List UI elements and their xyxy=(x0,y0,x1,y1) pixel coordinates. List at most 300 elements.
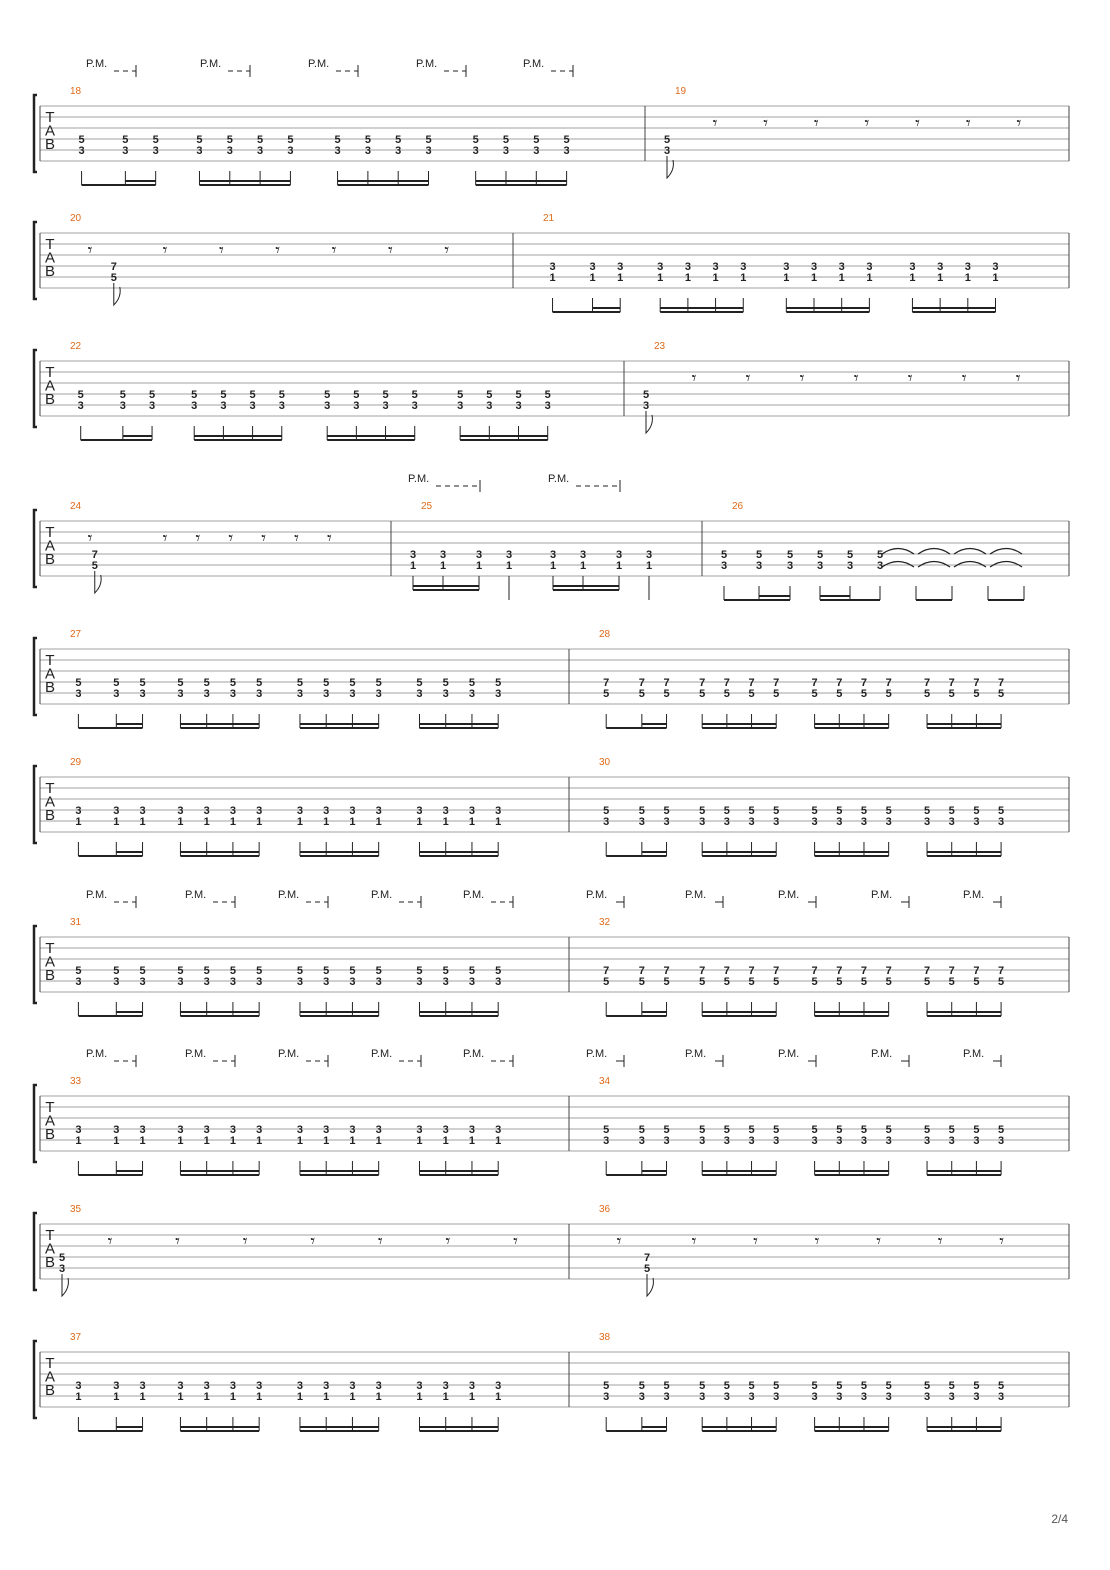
fret-number: 5 xyxy=(257,134,264,146)
fret-number: 1 xyxy=(810,272,818,284)
fret-number: 5 xyxy=(638,1124,645,1136)
fret-number: 3 xyxy=(203,688,210,700)
fret-number: 5 xyxy=(811,1124,818,1136)
fret-number: 5 xyxy=(748,1380,755,1392)
eighth-rest: 𝄾 xyxy=(712,113,718,134)
tab-clef-letter: B xyxy=(44,967,56,984)
fret-number: 3 xyxy=(375,976,382,988)
fret-number: 5 xyxy=(495,677,502,689)
fret-number: 3 xyxy=(177,688,184,700)
fret-number: 3 xyxy=(923,1135,931,1147)
fret-number: 5 xyxy=(948,1380,955,1392)
system-bracket xyxy=(34,1213,37,1290)
fret-number: 5 xyxy=(457,389,464,401)
system-bracket xyxy=(34,510,37,587)
eighth-rest: 𝄾 xyxy=(1016,113,1022,134)
fret-number: 5 xyxy=(860,1124,868,1136)
tab-clef-letter: B xyxy=(44,1254,56,1271)
fret-number: 3 xyxy=(323,1124,330,1136)
fret-number: 3 xyxy=(323,976,330,988)
fret-number: 3 xyxy=(563,145,570,157)
fret-number: 3 xyxy=(992,261,999,273)
fret-number: 5 xyxy=(973,976,980,988)
fret-number: 1 xyxy=(375,1135,382,1147)
fret-number: 7 xyxy=(110,261,117,273)
fret-number: 5 xyxy=(416,965,423,977)
fret-number: 5 xyxy=(113,965,120,977)
fret-number: 3 xyxy=(75,1380,82,1392)
tab-system xyxy=(34,350,1069,427)
fret-number: 3 xyxy=(515,400,522,412)
fret-number: 3 xyxy=(287,145,294,157)
fret-number: 5 xyxy=(334,134,341,146)
fret-number: 1 xyxy=(442,1135,449,1147)
fret-number: 3 xyxy=(139,1124,146,1136)
fret-number: 1 xyxy=(549,272,556,284)
system-bracket xyxy=(34,638,37,715)
fret-number: 3 xyxy=(773,1391,780,1403)
palm-mute-label: P.M. xyxy=(871,1048,893,1060)
palm-mute-label: P.M. xyxy=(963,1048,985,1060)
fret-number: 3 xyxy=(75,1124,82,1136)
fret-number: 5 xyxy=(203,965,210,977)
fret-number: 7 xyxy=(699,677,706,689)
fret-number: 7 xyxy=(998,677,1005,689)
palm-mute-label: P.M. xyxy=(778,1048,800,1060)
tie xyxy=(990,549,1022,555)
fret-number: 5 xyxy=(249,389,256,401)
fret-number: 1 xyxy=(468,1135,476,1147)
fret-number: 5 xyxy=(411,389,418,401)
fret-number: 3 xyxy=(256,1124,263,1136)
fret-number: 1 xyxy=(615,560,623,572)
eighth-rest: 𝄾 xyxy=(294,528,299,549)
eighth-rest: 𝄾 xyxy=(814,1231,820,1252)
fret-number: 5 xyxy=(811,1380,818,1392)
fret-number: 5 xyxy=(364,134,371,146)
fret-number: 5 xyxy=(502,134,510,146)
fret-number: 3 xyxy=(720,560,728,572)
fret-number: 1 xyxy=(964,272,971,284)
eighth-rest: 𝄾 xyxy=(745,368,751,389)
fret-number: 3 xyxy=(923,1391,931,1403)
fret-number: 3 xyxy=(324,400,331,412)
fret-number: 5 xyxy=(220,389,227,401)
note-flag xyxy=(647,1274,653,1296)
fret-number: 3 xyxy=(773,816,780,828)
fret-number: 3 xyxy=(642,400,650,412)
palm-mute-label: P.M. xyxy=(548,473,570,485)
fret-number: 3 xyxy=(810,261,818,273)
fret-number: 1 xyxy=(866,272,873,284)
fret-number: 1 xyxy=(177,1391,184,1403)
fret-number: 3 xyxy=(229,976,236,988)
fret-number: 3 xyxy=(119,400,126,412)
eighth-rest: 𝄾 xyxy=(377,1231,383,1252)
fret-number: 3 xyxy=(948,1135,955,1147)
fret-number: 5 xyxy=(720,549,728,561)
fret-number: 3 xyxy=(468,1380,476,1392)
tab-clef-letter: T xyxy=(45,652,55,669)
fret-number: 5 xyxy=(923,1380,931,1392)
fret-number: 3 xyxy=(998,1135,1005,1147)
fret-number: 3 xyxy=(468,976,476,988)
tab-clef-letter: A xyxy=(44,665,56,683)
fret-number: 3 xyxy=(229,1380,236,1392)
measure-number: 24 xyxy=(70,501,82,512)
tab-clef-letter: A xyxy=(44,793,56,811)
fret-number: 5 xyxy=(773,1124,780,1136)
fret-number: 3 xyxy=(846,560,854,572)
fret-number: 3 xyxy=(113,1380,120,1392)
tab-clef-letter: A xyxy=(44,1240,56,1258)
fret-number: 1 xyxy=(439,560,447,572)
fret-number: 5 xyxy=(603,1124,610,1136)
fret-number: 3 xyxy=(349,1124,356,1136)
fret-number: 5 xyxy=(442,677,449,689)
fret-number: 5 xyxy=(349,965,356,977)
fret-number: 1 xyxy=(203,816,210,828)
fret-number: 3 xyxy=(885,816,892,828)
palm-mute-label: P.M. xyxy=(86,58,108,70)
fret-number: 1 xyxy=(256,1391,263,1403)
fret-number: 3 xyxy=(909,261,916,273)
fret-number: 3 xyxy=(748,1135,755,1147)
palm-mute-label: P.M. xyxy=(185,889,207,901)
eighth-rest: 𝄾 xyxy=(691,1231,697,1252)
fret-number: 1 xyxy=(139,1391,146,1403)
fret-number: 5 xyxy=(113,677,120,689)
fret-number: 5 xyxy=(699,688,706,700)
eighth-rest: 𝄾 xyxy=(195,528,201,549)
fret-number: 3 xyxy=(152,145,159,157)
fret-number: 3 xyxy=(395,145,402,157)
note-flag xyxy=(646,411,652,433)
fret-number: 5 xyxy=(638,1380,645,1392)
fret-number: 3 xyxy=(876,560,884,572)
fret-number: 7 xyxy=(836,677,843,689)
tab-system xyxy=(34,1213,1069,1290)
palm-mute-label: P.M. xyxy=(371,889,393,901)
fret-number: 5 xyxy=(885,976,892,988)
fret-number: 5 xyxy=(699,1124,706,1136)
tab-clef-letter: A xyxy=(44,1112,56,1130)
fret-number: 1 xyxy=(75,1135,82,1147)
fret-number: 3 xyxy=(256,1380,263,1392)
fret-number: 7 xyxy=(860,677,868,689)
fret-number: 5 xyxy=(836,1124,843,1136)
fret-number: 3 xyxy=(502,145,510,157)
fret-number: 5 xyxy=(603,976,610,988)
measure-number: 34 xyxy=(599,1076,611,1087)
fret-number: 5 xyxy=(287,134,294,146)
tab-clef-letter: B xyxy=(44,807,56,824)
fret-number: 3 xyxy=(663,1135,670,1147)
fret-number: 1 xyxy=(256,816,263,828)
fret-number: 1 xyxy=(549,560,557,572)
fret-number: 3 xyxy=(139,688,146,700)
fret-number: 3 xyxy=(411,400,418,412)
fret-number: 3 xyxy=(468,1124,476,1136)
palm-mute-label: P.M. xyxy=(200,58,222,70)
fret-number: 3 xyxy=(468,805,476,817)
tab-clef-letter: A xyxy=(44,377,56,395)
fret-number: 3 xyxy=(416,688,423,700)
fret-number: 3 xyxy=(544,400,551,412)
fret-number: 3 xyxy=(589,261,596,273)
fret-number: 5 xyxy=(177,677,184,689)
fret-number: 1 xyxy=(645,560,653,572)
fret-number: 1 xyxy=(323,1391,330,1403)
tie xyxy=(954,549,986,555)
fret-number: 1 xyxy=(229,1391,236,1403)
tab-system xyxy=(34,766,1069,843)
fret-number: 3 xyxy=(836,1391,843,1403)
fret-number: 3 xyxy=(113,688,120,700)
palm-mute-label: P.M. xyxy=(523,58,545,70)
fret-number: 7 xyxy=(663,965,670,977)
eighth-rest: 𝄾 xyxy=(327,528,332,549)
fret-number: 5 xyxy=(998,976,1005,988)
fret-number: 3 xyxy=(495,1124,502,1136)
fret-number: 5 xyxy=(773,805,780,817)
fret-number: 5 xyxy=(78,134,85,146)
fret-number: 5 xyxy=(699,1380,706,1392)
fret-number: 5 xyxy=(973,805,980,817)
fret-number: 1 xyxy=(495,1135,502,1147)
fret-number: 3 xyxy=(998,1391,1005,1403)
fret-number: 5 xyxy=(395,134,402,146)
fret-number: 1 xyxy=(75,1391,82,1403)
fret-number: 1 xyxy=(177,816,184,828)
fret-number: 3 xyxy=(442,1380,449,1392)
fret-number: 5 xyxy=(836,688,843,700)
fret-number: 3 xyxy=(786,560,794,572)
fret-number: 5 xyxy=(973,1124,980,1136)
tab-system xyxy=(34,1085,1069,1162)
fret-number: 5 xyxy=(382,389,389,401)
fret-number: 5 xyxy=(748,976,755,988)
fret-number: 3 xyxy=(748,1391,755,1403)
fret-number: 3 xyxy=(113,1124,120,1136)
fret-number: 3 xyxy=(229,688,236,700)
fret-number: 5 xyxy=(638,976,645,988)
tab-clef-letter: A xyxy=(44,249,56,267)
fret-number: 1 xyxy=(113,1135,120,1147)
fret-number: 3 xyxy=(638,1135,645,1147)
measure-number: 21 xyxy=(543,213,555,224)
page-number: 2/4 xyxy=(1051,1512,1068,1526)
eighth-rest: 𝄾 xyxy=(242,1231,248,1252)
fret-number: 3 xyxy=(75,976,82,988)
fret-number: 5 xyxy=(723,805,730,817)
fret-number: 5 xyxy=(122,134,129,146)
fret-number: 5 xyxy=(663,805,670,817)
fret-number: 3 xyxy=(139,976,146,988)
note-flag xyxy=(95,571,101,593)
fret-number: 3 xyxy=(229,805,236,817)
fret-number: 1 xyxy=(495,816,502,828)
fret-number: 5 xyxy=(811,976,818,988)
fret-number: 5 xyxy=(998,1380,1005,1392)
fret-number: 3 xyxy=(353,400,360,412)
fret-number: 3 xyxy=(475,549,483,561)
palm-mute-label: P.M. xyxy=(586,889,608,901)
fret-number: 3 xyxy=(226,145,233,157)
fret-number: 3 xyxy=(229,1124,236,1136)
fret-number: 5 xyxy=(860,688,868,700)
palm-mute-label: P.M. xyxy=(871,889,893,901)
eighth-rest: 𝄾 xyxy=(937,1231,943,1252)
fret-number: 5 xyxy=(486,389,493,401)
tab-system xyxy=(34,95,1069,172)
fret-number: 5 xyxy=(191,389,198,401)
fret-number: 3 xyxy=(278,400,285,412)
eighth-rest: 𝄾 xyxy=(513,1231,518,1252)
fret-number: 3 xyxy=(177,1124,184,1136)
measure-number: 35 xyxy=(70,1204,82,1215)
fret-number: 5 xyxy=(425,134,432,146)
fret-number: 3 xyxy=(998,816,1005,828)
measure-number: 26 xyxy=(732,501,744,512)
fret-number: 7 xyxy=(948,677,955,689)
fret-number: 3 xyxy=(191,400,198,412)
fret-number: 5 xyxy=(948,976,955,988)
measure-number: 32 xyxy=(599,917,611,928)
measure-number: 20 xyxy=(70,213,82,224)
fret-number: 3 xyxy=(723,1391,730,1403)
fret-number: 3 xyxy=(416,1124,423,1136)
fret-number: 3 xyxy=(439,549,447,561)
fret-number: 1 xyxy=(349,1391,356,1403)
fret-number: 5 xyxy=(375,965,382,977)
eighth-rest: 𝄾 xyxy=(853,368,859,389)
fret-number: 5 xyxy=(148,389,156,401)
eighth-rest: 𝄾 xyxy=(162,528,168,549)
fret-number: 5 xyxy=(748,688,755,700)
fret-number: 5 xyxy=(495,965,502,977)
fret-number: 7 xyxy=(91,549,98,561)
fret-number: 5 xyxy=(885,1124,892,1136)
fret-number: 5 xyxy=(349,677,356,689)
tab-clef-letter: A xyxy=(44,953,56,971)
measure-number: 28 xyxy=(599,629,611,640)
palm-mute-label: P.M. xyxy=(86,1048,108,1060)
fret-number: 7 xyxy=(998,965,1005,977)
eighth-rest: 𝄾 xyxy=(813,113,819,134)
fret-number: 3 xyxy=(657,261,664,273)
fret-number: 5 xyxy=(860,1380,868,1392)
fret-number: 3 xyxy=(113,805,120,817)
fret-number: 3 xyxy=(533,145,540,157)
fret-number: 3 xyxy=(349,688,356,700)
eighth-rest: 𝄾 xyxy=(218,240,224,261)
fret-number: 3 xyxy=(866,261,873,273)
fret-number: 3 xyxy=(712,261,719,273)
fret-number: 5 xyxy=(773,1380,780,1392)
fret-number: 3 xyxy=(75,805,82,817)
fret-number: 3 xyxy=(723,816,730,828)
fret-number: 7 xyxy=(773,965,780,977)
fret-number: 5 xyxy=(786,549,794,561)
fret-number: 5 xyxy=(139,677,146,689)
fret-number: 5 xyxy=(75,677,82,689)
fret-number: 5 xyxy=(642,389,650,401)
fret-number: 3 xyxy=(349,805,356,817)
eighth-rest: 𝄾 xyxy=(753,1231,758,1252)
fret-number: 5 xyxy=(91,560,98,572)
fret-number: 3 xyxy=(196,145,203,157)
fret-number: 1 xyxy=(589,272,596,284)
fret-number: 7 xyxy=(923,677,931,689)
fret-number: 3 xyxy=(442,1124,449,1136)
fret-number: 1 xyxy=(468,1391,476,1403)
fret-number: 7 xyxy=(923,965,931,977)
fret-number: 1 xyxy=(323,1135,330,1147)
fret-number: 3 xyxy=(442,688,449,700)
fret-number: 3 xyxy=(78,145,85,157)
fret-number: 5 xyxy=(256,965,263,977)
fret-number: 3 xyxy=(296,1124,304,1136)
fret-number: 1 xyxy=(416,1135,423,1147)
measure-number: 25 xyxy=(421,501,433,512)
fret-number: 5 xyxy=(603,805,610,817)
fret-number: 3 xyxy=(416,976,423,988)
system-bracket xyxy=(34,1085,37,1162)
fret-number: 1 xyxy=(296,816,304,828)
tab-clef-letter: A xyxy=(44,122,56,140)
fret-number: 5 xyxy=(723,1124,730,1136)
fret-number: 3 xyxy=(860,816,868,828)
fret-number: 5 xyxy=(773,976,780,988)
fret-number: 3 xyxy=(495,976,502,988)
eighth-rest: 𝄾 xyxy=(616,1231,622,1252)
measure-number: 27 xyxy=(70,629,82,640)
fret-number: 3 xyxy=(77,400,84,412)
fret-number: 5 xyxy=(699,805,706,817)
fret-number: 1 xyxy=(375,816,382,828)
fret-number: 5 xyxy=(748,1124,755,1136)
fret-number: 1 xyxy=(416,1391,423,1403)
fret-number: 3 xyxy=(177,1380,184,1392)
eighth-rest: 𝄾 xyxy=(961,368,967,389)
tab-system xyxy=(34,926,1069,1003)
measure-number: 38 xyxy=(599,1332,611,1343)
eighth-rest: 𝄾 xyxy=(162,240,168,261)
fret-number: 5 xyxy=(638,805,645,817)
fret-number: 3 xyxy=(885,1391,892,1403)
eighth-rest: 𝄾 xyxy=(915,113,920,134)
fret-number: 1 xyxy=(909,272,916,284)
eighth-rest: 𝄾 xyxy=(444,240,450,261)
tab-clef-letter: B xyxy=(44,263,56,280)
fret-number: 5 xyxy=(324,389,331,401)
fret-number: 5 xyxy=(860,805,868,817)
fret-number: 7 xyxy=(948,965,955,977)
fret-number: 1 xyxy=(937,272,944,284)
fret-number: 5 xyxy=(663,1124,670,1136)
fret-number: 3 xyxy=(663,1391,670,1403)
fret-number: 3 xyxy=(663,816,670,828)
tab-system xyxy=(34,1341,1069,1418)
fret-number: 1 xyxy=(838,272,845,284)
palm-mute-label: P.M. xyxy=(778,889,800,901)
fret-number: 7 xyxy=(723,677,730,689)
fret-number: 3 xyxy=(748,816,755,828)
fret-number: 5 xyxy=(229,965,236,977)
fret-number: 5 xyxy=(77,389,84,401)
fret-number: 5 xyxy=(663,1380,670,1392)
